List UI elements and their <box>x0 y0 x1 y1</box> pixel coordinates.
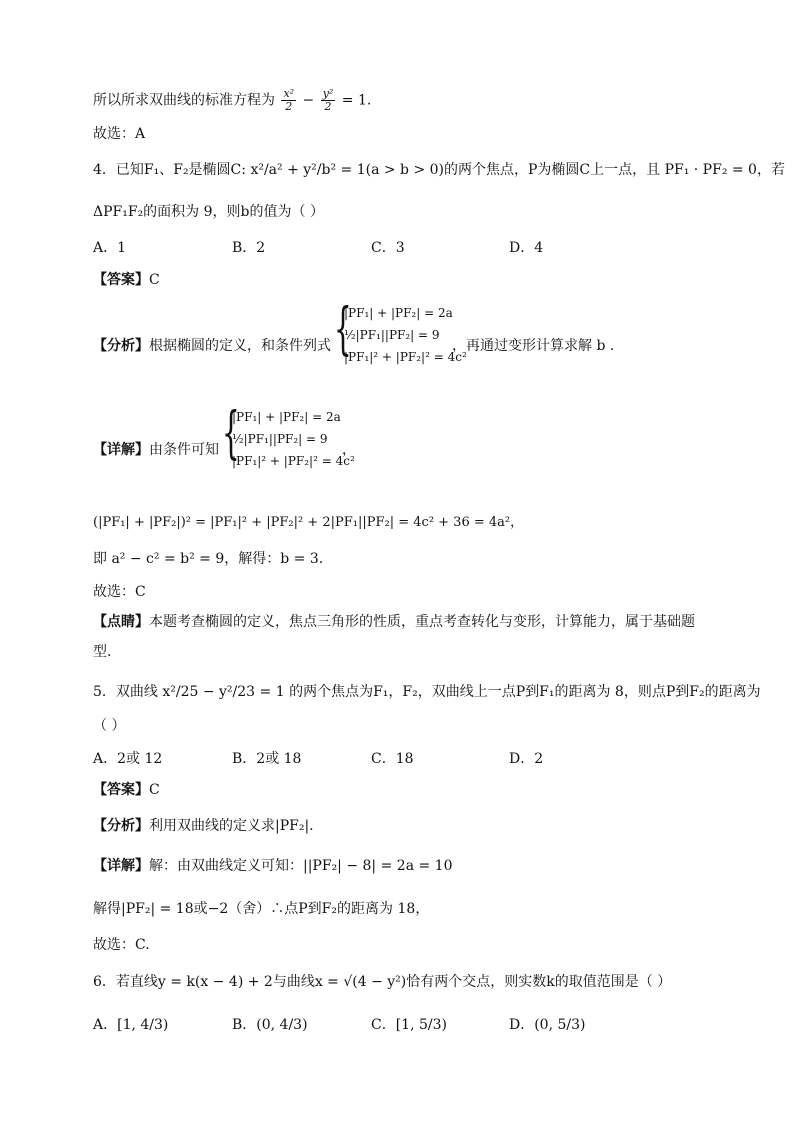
q4-detail-eq2: 即 a² − c² = b² = 9，解得：b = 3. <box>93 551 324 567</box>
q6-option-d: D．(0, 5/3) <box>509 1017 586 1033</box>
fraction-x: $\frac{\text{x²}}{2}$ <box>283 87 295 113</box>
fraction-y: $\frac{\text{y²}}{2}$ <box>322 87 334 113</box>
q5-analysis-text: 利用双曲线的定义求|PF₂|. <box>149 818 314 834</box>
detail-tag: 【详解】 <box>93 442 149 458</box>
q4-analysis-post: ，再通过变形计算求解 b . <box>452 338 615 354</box>
q5-answer-tag: 【答案】 <box>93 782 149 798</box>
q6-option-a: A．[1, 4/3) <box>93 1017 169 1033</box>
q5-detail-tag: 【详解】 <box>93 858 149 874</box>
analysis-tag: 【分析】 <box>93 338 149 354</box>
q4-option-b: B．2 <box>232 240 266 256</box>
q5-option-d: D．2 <box>509 751 544 767</box>
q5-stem-line2: （ ） <box>93 718 126 734</box>
q5-choose: 故选：C. <box>93 937 150 953</box>
q4-option-c: C．3 <box>371 240 405 256</box>
q5-option-b: B．2或 18 <box>232 751 302 767</box>
q5-detail <box>93 856 452 876</box>
brace-detail: { <box>222 401 240 466</box>
conclusion-text: 所以所求双曲线的标准方程为 <box>93 92 275 109</box>
q4-detail <box>93 440 219 460</box>
q4-comment <box>93 612 695 632</box>
detail-system-eq2: ½|PF₁||PF₂| = 9 <box>232 432 328 446</box>
q4-detail-post: ， <box>342 442 356 458</box>
q5-detail-text: 解：由双曲线定义可知：||PF₂| − 8| = 2a = 10 <box>149 858 453 874</box>
prev-answer: 故选：A <box>93 126 146 142</box>
q6-option-c: C．[1, 5/3) <box>371 1017 447 1033</box>
q4-comment-line2: 型. <box>93 644 112 660</box>
q5-analysis <box>93 816 314 836</box>
q4-stem-line1: 4．已知F₁、F₂是椭圆C: x²/a² + y²/b² = 1(a > b > 0)的两个焦点，P为椭圆C上一点，且 PF₁ · PF₂ = 0，若 <box>93 162 785 178</box>
system-eq3: |PF₁|² + |PF₂|² = 4c² <box>344 350 467 364</box>
equation-rhs: = 1. <box>341 92 372 109</box>
q5-answer-value: C <box>149 782 160 798</box>
comment-line1: 本题考查椭圆的定义，焦点三角形的性质，重点考查转化与变形，计算能力，属于基础题 <box>149 614 695 630</box>
answer-tag: 【答案】 <box>93 272 149 288</box>
conclusion-line: 所以所求双曲线的标准方程为 $\frac{\text{x²}}{2}$ − $\frac{\text{y²}}{2}$ = 1. <box>93 87 372 113</box>
q5-solve: 解得|PF₂| = 18或−2（舍）∴点P到F₂的距离为 18， <box>93 901 430 917</box>
detail-system-eq3: |PF₁|² + |PF₂|² = 4c² <box>232 454 355 468</box>
q5-answer <box>93 780 160 800</box>
q4-analysis <box>93 336 331 356</box>
q4-option-d: D．4 <box>509 240 544 256</box>
answer-value: C <box>149 272 160 288</box>
q5-analysis-tag: 【分析】 <box>93 818 149 834</box>
detail-pre: 由条件可知 <box>149 442 219 458</box>
q4-stem-line2: ΔPF₁F₂的面积为 9，则b的值为（ ） <box>93 204 324 220</box>
q4-answer <box>93 270 160 290</box>
brace-analysis: { <box>334 297 352 362</box>
q4-detail-eq1: (|PF₁| + |PF₂|)² = |PF₁|² + |PF₂|² + 2|PF₁||PF₂| = 4c² + 36 = 4a²， <box>93 515 524 530</box>
q5-option-a: A．2或 12 <box>93 751 163 767</box>
q6-option-b: B．(0, 4/3) <box>232 1017 308 1033</box>
detail-system-eq1: |PF₁| + |PF₂| = 2a <box>232 410 341 424</box>
q4-option-a: A．1 <box>93 240 127 256</box>
q5-stem-line1: 5．双曲线 x²/25 − y²/23 = 1 的两个焦点为F₁，F₂，双曲线上一点P到F₁的距离为 8，则点P到F₂的距离为 <box>93 684 761 700</box>
analysis-system <box>344 302 467 368</box>
system-eq1: |PF₁| + |PF₂| = 2a <box>344 306 453 320</box>
detail-system <box>232 406 355 472</box>
analysis-pre: 根据椭圆的定义，和条件列式 <box>149 338 331 354</box>
q5-option-c: C．18 <box>371 751 414 767</box>
q6-stem: 6．若直线y = k(x − 4) + 2与曲线x = √(4 − y²)恰有两个交点，则实数k的取值范围是（ ） <box>93 974 672 990</box>
system-eq2: ½|PF₁||PF₂| = 9 <box>344 328 440 342</box>
comment-tag: 【点睛】 <box>93 614 149 630</box>
q4-choose: 故选：C <box>93 584 146 600</box>
